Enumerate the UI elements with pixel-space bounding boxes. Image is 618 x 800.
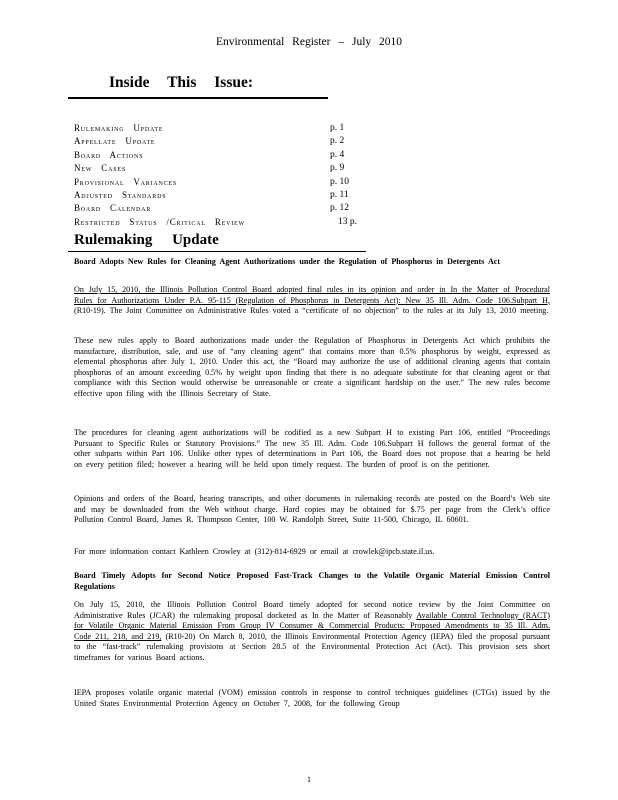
- toc-item-name: Rulemaking Update: [74, 123, 164, 133]
- toc-item[interactable]: [74, 149, 374, 162]
- toc-item[interactable]: [74, 122, 374, 135]
- article1-paragraph-2: These new rules apply to Board authorizations made under the Regulation of Phosphorus in Detergents Act which prohibits the manufacture, distribution, sale, and use of “any cleaning agent” that contains more than 0.5% phosphorus by weight, expressed as elemental phosphorus after July 1, 2010. Under this act, the “Board may authorize the use of additional cleaning agents that contain phosphorus of an amount exceeding 0.5% by weight upon finding that there is no adequate substitute for that cleaning agent or that compliance with this Section would otherwise be unreasonable or create a significant hardship on the user.” The new rules become effective upon filing with the Illinois Secretary of State.: [74, 336, 550, 398]
- toc-item-page: p. 2: [330, 136, 345, 147]
- toc-item-name: New Cases: [74, 163, 126, 174]
- toc-item-page: p. 4: [330, 149, 345, 160]
- article2-paragraph-2: IEPA proposes volatile organic material (VOM) emission controls in response to control techniques guidelines (CTGs) issued by the United States Environmental Protection Agency on October 7, 2008, for the following Group: [74, 688, 550, 708]
- title-underline: [68, 97, 328, 99]
- article1-heading: Board Adopts New Rules for Cleaning Agent Authorizations under the Regulation of Phosphorus in Detergents Act: [74, 257, 501, 266]
- toc-item[interactable]: [74, 202, 374, 215]
- toc-item-page: p. 11: [330, 189, 349, 200]
- inside-issue-title: Inside This Issue:: [109, 74, 254, 91]
- toc-item[interactable]: [74, 176, 374, 189]
- toc-item-name: Board Actions: [74, 149, 144, 160]
- toc-item[interactable]: [74, 162, 374, 175]
- toc-item-page: 13 p.: [338, 216, 357, 227]
- section-rule: [68, 251, 366, 252]
- toc-item-page: p. 10: [330, 176, 349, 187]
- toc-item-name: Board Calendar: [74, 203, 152, 214]
- toc-item-page: p. 9: [330, 163, 345, 174]
- toc-item[interactable]: [74, 216, 374, 229]
- toc-item-name: Adjusted Standards: [74, 189, 167, 200]
- toc-item-page: p. 1: [330, 123, 345, 133]
- article1-p1-text: (R10-19). The Joint Committee on Administrative Rules voted a “certificate of no objection” to the rules at its July 13, 2010 meeting.: [74, 306, 549, 316]
- article1-contact: For more information contact Kathleen Crowley at (312)-814-6929 or email at crowlek@ipcb.state.il.us.: [74, 547, 435, 556]
- article2-heading: Board Timely Adopts for Second Notice Proposed Fast-Track Changes to the Volatile Organic Material Emission Control Regulations: [74, 571, 550, 591]
- toc-item-name: Restricted Status /Critical Review: [74, 216, 245, 227]
- article2-p1-intro: On July 15, 2010, the Illinois Pollution Control Board timely adopted for second notice review by the Joint Committee on Administrative Rules (JCAR) the rulemaking proposal docketed as In the Matter of Reasonably: [74, 600, 550, 620]
- toc-item-name: Appellate Update: [74, 136, 156, 147]
- article1-paragraph-1: [74, 285, 550, 317]
- section-title: Rulemaking Update: [74, 232, 219, 248]
- article2-case-title: Available Control Technology (RACT) for Volatile Organic Material Emission From Group IV Consumer & Commercial Products: Proposed Amendments to 35 Ill. Adm. Code 211, 218, and 219,: [74, 610, 550, 641]
- article2-paragraph-1: [74, 600, 550, 664]
- toc-item-name: Provisional Variances: [74, 176, 178, 187]
- toc-item[interactable]: [74, 189, 374, 202]
- page-number: 1: [307, 775, 311, 784]
- article1-paragraph-3: The procedures for cleaning agent authorizations will be codified as a new Subpart H to existing Part 106, entitled “Proceedings Pursuant to Specific Rules or Statutory Provisions.” The new 35 Ill. Adm. Code 106.Subpart H follows the general format of the other subparts within Part 106. Unlike other types of determinations in Part 106, the Board does not propose that a hearing be held on every petition filed; however a hearing will be held upon timely request. The burden of proof is on the petitioner.: [74, 428, 550, 469]
- toc-item[interactable]: [74, 135, 374, 148]
- toc-item-page: p. 12: [330, 203, 349, 214]
- page-header: Environmental Register – July 2010: [215, 36, 403, 48]
- table-of-contents: [74, 122, 374, 229]
- article2-p1-text: (R10-20) On March 8, 2010, the Illinois Environmental Protection Agency (IEPA) filed the proposal pursuant to the “fast-track” rulemaking provisions at Section 28.5 of the Environmental Protection Act (Act). This provision sets short timeframes for various Board actions.: [74, 631, 550, 662]
- article1-case-title: On July 15, 2010, the Illinois Pollution Control Board adopted final rules in its opinion and order in In the Matter of Procedural Rules for Authorizations Under P.A. 95-115 (Regulation of Phosphorus in Detergents Act): New 35 Ill. Adm. Code 106.Subpart H,: [74, 285, 550, 305]
- article1-paragraph-4: Opinions and orders of the Board, hearing transcripts, and other documents in rulemaking records are posted on the Board’s Web site and may be downloaded from the Web without charge. Hard copies may be obtained for $.75 per page from the Clerk’s office Pollution Control Board, James R. Thompson Center, 100 W. Randolph Street, Suite 11-500, Chicago, IL 60601.: [74, 494, 550, 525]
